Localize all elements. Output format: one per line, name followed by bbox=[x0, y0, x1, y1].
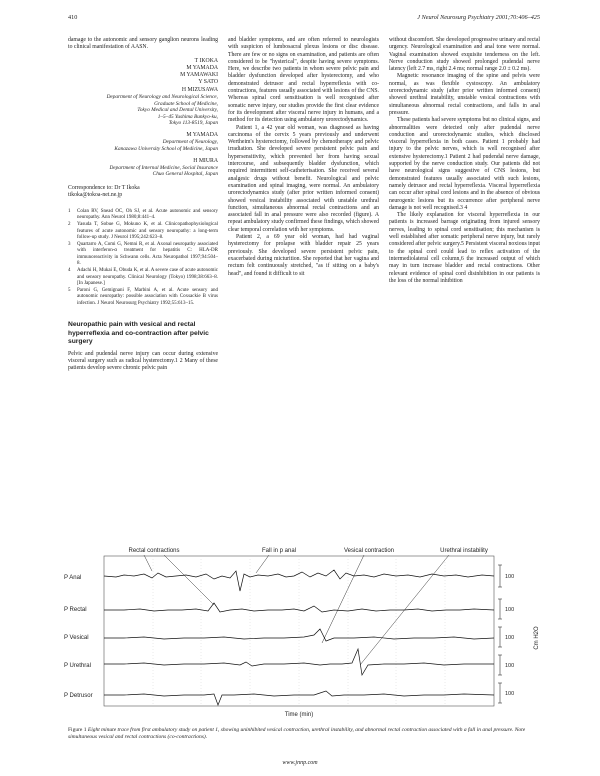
time-gridlines bbox=[153, 556, 445, 706]
pointer-line bbox=[164, 555, 214, 605]
urodynamic-trace-figure bbox=[64, 543, 544, 721]
scale-value: 100 bbox=[505, 607, 515, 613]
body-paragraph: without discomfort. She developed progressive urinary and rectal urgency. Neurological examination and anal tone were normal. Vaginal examination showed exquisite tenderness on the left. Nerve conduction study showed prolonged pudendal nerve latency (left 2.7 ms, right 2.4 ms; normal range 2.0 ± 0.2 ms). bbox=[389, 37, 540, 73]
author-name: T IKOKA bbox=[194, 57, 218, 64]
affiliation-line: Department of Neurology and Neurological Science, bbox=[106, 94, 218, 101]
reference-text: Paroni G, Gemignani F, Marbini A, et al. Acute sensory and autonomic neuropathy: possible association with Coxsackie B virus infection. J Neurol Neurosurg Psychiatry 1992;55:613–15. bbox=[77, 288, 218, 306]
unit-label: Cm H2O bbox=[534, 626, 540, 650]
author-name: M YAMADA bbox=[186, 132, 218, 139]
reference-text: Quartarro A, Comi G, Nemni R, et al. Axonal neuropathy associated with interferon-α treatment for hepatitis C: HLA-DR immunoreactivity in Schwann cells. Acta Neuropathol 1997;94:504–8. bbox=[77, 242, 218, 266]
reference-number: 4 bbox=[68, 268, 71, 274]
affiliation-line: Chuo General Hospital, Japan bbox=[152, 171, 218, 178]
body-paragraph: Patient 1, a 42 year old woman, was diagnosed as having carcinoma of the cervix 5 years previously and underwent Wertheim's hysterectomy, followed by chemotherapy and pelvic irradiation. She developed severe persistent pelvic pain and hypersensitivity, which prevented her from having sexual intercourse, and subsequently bladder dysfunction, which required intermittent self-catheterisation. She received several analgesic drugs without benefit. Neurological and pelvic examination and spinal imaging, were normal. An ambulatory urorectodynamics study (after prior written informed consent) showed vesical instability associated with unstable urethral function, simultaneous abnormal rectal contractions and an associated fall in anal pressure were also recorded (figure). A repeat ambulatory study confirmed these findings, which showed clear temporal correlation with her symptoms. bbox=[228, 124, 379, 233]
footer-url[interactable]: www.jnnp.com bbox=[282, 760, 318, 766]
affiliation-3 bbox=[68, 165, 218, 178]
column-3 bbox=[389, 37, 540, 285]
affiliation-line: Graduate School of Medicine, bbox=[154, 100, 218, 107]
reference-number: 1 bbox=[68, 208, 71, 214]
scale-value: 100 bbox=[505, 691, 515, 697]
author-name: M YAMAWAKI bbox=[180, 72, 218, 79]
body-paragraph: Patient 2, a 69 year old woman, had had vaginal hysterectomy for prolapse with bladder repair 25 years previously. She developed severe persistent pelvic pain, exacerbated during micturition. She reported that her vagina and rectum felt continuously stretched, "as if sitting on a baby's head", and found it difficult to sit bbox=[228, 234, 379, 277]
scale-value: 100 bbox=[505, 574, 515, 580]
section-heading: Neuropathic pain with vesical and rectal hyperreflexia and co-contraction after pelvic surgery bbox=[68, 321, 209, 346]
reference-item bbox=[68, 288, 218, 307]
running-header bbox=[68, 14, 540, 26]
body-paragraph: and bladder symptoms, and are often referred to neurologists with suspicion of lumbosacral plexus lesions or disc disease. There are few or no signs on examination, and patients are often considered to be "hysterical", despite having severe symptoms. Here, we describe two patients in whom severe pelvic pain and bladder dysfunction developed after hysterectomy, and who demonstrated detrusor and rectal hyperreflexia with co-contractions, features usually associated with lesions of the CNS. Whereas spinal cord sensitisation is well recognised after somatic nerve injury, our studies provide the first clear evidence for its development after visceral nerve injury in humans, and a method for its detection using ambulatory urorectodynamics. bbox=[228, 37, 379, 124]
scale-value: 100 bbox=[505, 663, 515, 669]
pointer-line bbox=[144, 555, 152, 571]
affiliation-line: 1–5–45 Yushima Bunkyo-ku, bbox=[157, 113, 218, 120]
reference-text: Yasuda T, Sobue G, Mokuno K, et al. Clinicopathophysiological features of acute autonomic and sensory neuropathy: a long-term follow-up study. J Neurol 1995;242:623–8. bbox=[77, 222, 218, 240]
affiliation-line: Tokyo Medical and Dental University, bbox=[137, 107, 218, 114]
affiliation-line: Kanazawa University School of Medicine, Japan bbox=[114, 145, 218, 152]
column-1 bbox=[68, 37, 218, 373]
reference-item bbox=[68, 268, 218, 287]
correspondence bbox=[68, 185, 218, 200]
reference-item bbox=[68, 209, 218, 222]
body-paragraph: Magnetic resonance imaging of the spine and pelvis were normal, as was flexible cystoscopy. An ambulatory urorectodynamic study (after prior written informed consent) showed urethral instability, unstable vesical contractions with simultaneous abnormal rectal contractions, and falls in anal pressure. bbox=[389, 73, 540, 116]
body-paragraph: These patients had severe symptoms but no clinical signs, and abnormalities were detected only after pudendal nerve conduction and urorectodynamic studies, which disclosed visceral hyperreflexia in both cases. Patient 1 probably had injury to the pelvic nerves, which is well recognised after extensive hysterectomy.1 Patient 2 had pudendal nerve damage, supported by the nerve conduction study. Our patients did not have neurological signs suggestive of CNS lesions, but demonstrated features usually associated with such lesions, namely detrusor and rectal hyperreflexia. Visceral hyperreflexia can occur after spinal cord lesions and in the absence of obvious neurogenic lesions but its occurrence after peripheral nerve damage is not well recognised.3 4 bbox=[389, 117, 540, 211]
section-paragraph: Pelvic and pudendal nerve injury can occur during extensive visceral surgery such as radical hysterectomy.1 2 Many of these patients develop severe chronic pelvic pain bbox=[68, 350, 218, 372]
column-2 bbox=[228, 37, 379, 278]
correspondence-line: Correspondence to: Dr T Ikoka bbox=[68, 185, 140, 192]
reference-text: Adachi H, Mukai E, Obuda K, et al. A severe case of acute autonomic and sensory neuropathy. Clinical Neurology (Tokyo) 1998;38:663–8. [In Japanese.] bbox=[77, 268, 218, 286]
figure-1 bbox=[64, 543, 544, 721]
scale-bars bbox=[498, 565, 502, 703]
author-names-1 bbox=[68, 58, 218, 94]
annotation-urethral-instability: Urethral instability bbox=[440, 548, 488, 554]
reference-item bbox=[68, 242, 218, 267]
intro-paragraph: damage to the autonomic and sensory ganglion neurons leading to clinical manifestation of AASN. bbox=[68, 37, 218, 51]
pointer-line bbox=[322, 555, 364, 643]
journal-citation: J Neurol Neurosurg Psychiatry 2001;70:406–425 bbox=[417, 14, 540, 21]
channel-label-p-rectal: P Rectal bbox=[64, 607, 87, 613]
author-name: H MIZUSAWA bbox=[181, 86, 218, 93]
body-paragraph: The likely explanation for visceral hyperreflexia in our patients is increased barrage originating from injured sensory nerves, leading to spinal cord sensitisation; this mechanism is well established after somatic peripheral nerve injury, but rarely considered after pelvic surgery.5 Persistent visceral noxious input to the spinal cord could lead to reflex activation of the intermediolateral cell column,6 the increased output of which may in turn increase bladder and rectal contractions. Other relevant evidence of spinal cord disinhibition in our patients is the loss of the normal inhibition bbox=[389, 212, 540, 284]
reference-item bbox=[68, 222, 218, 241]
annotation-vesical-contraction: Vesical contraction bbox=[343, 548, 395, 554]
author-name: M YAMADA bbox=[186, 64, 218, 71]
channel-label-p-detrusor: P Detrusor bbox=[64, 693, 93, 699]
x-axis-label: Time (min) bbox=[284, 712, 314, 718]
caption-text: Eight minute trace from first ambulatory study on patient 1, showing uninhibited vesical contraction, urethral instability, and abnormal rectal contraction associated with a fall in anal pressure. Note simultaneous vesical and rectal contractions (co-contractions). bbox=[68, 727, 526, 740]
channel-label-p-anal: P Anal bbox=[64, 575, 82, 581]
affiliations bbox=[68, 58, 218, 178]
pointer-line bbox=[256, 555, 269, 573]
author-name: H MIURA bbox=[193, 157, 218, 164]
figure-caption bbox=[68, 727, 540, 741]
reference-text: Colan RV, Snead OC, Oh SJ, et al. Acute autonomic and sensory neuropathy. Ann Neurol 1980;8:441–4. bbox=[77, 208, 218, 220]
reference-number: 3 bbox=[68, 242, 71, 248]
reference-list bbox=[68, 209, 218, 307]
channel-label-p-urethral: P Urethral bbox=[64, 663, 91, 669]
annotation-fall-in-p-anal: Fall in p anal bbox=[261, 548, 297, 554]
channel-label-p-vesical: P Vesical bbox=[64, 635, 89, 641]
affiliation-line: Department of Internal Medicine, Social Insurance bbox=[109, 164, 218, 171]
author-name: Y SATO bbox=[198, 79, 218, 86]
affiliation-line: Department of Neurology, bbox=[162, 139, 218, 146]
page-number: 410 bbox=[68, 14, 78, 21]
reference-number: 2 bbox=[68, 222, 71, 228]
scale-value: 100 bbox=[505, 635, 515, 641]
affiliation-1 bbox=[68, 94, 218, 127]
author-names-3 bbox=[68, 158, 218, 165]
correspondence-email[interactable]: tikoka@tokoa-net.ne.jp bbox=[68, 192, 123, 199]
caption-label: Figure 1 bbox=[68, 727, 87, 733]
reference-number: 5 bbox=[68, 288, 71, 294]
annotation-rectal-contractions: Rectal contractions bbox=[128, 548, 180, 554]
affiliation-line: Tokyo 113-8519, Japan bbox=[168, 120, 218, 127]
affiliation-2 bbox=[68, 139, 218, 152]
